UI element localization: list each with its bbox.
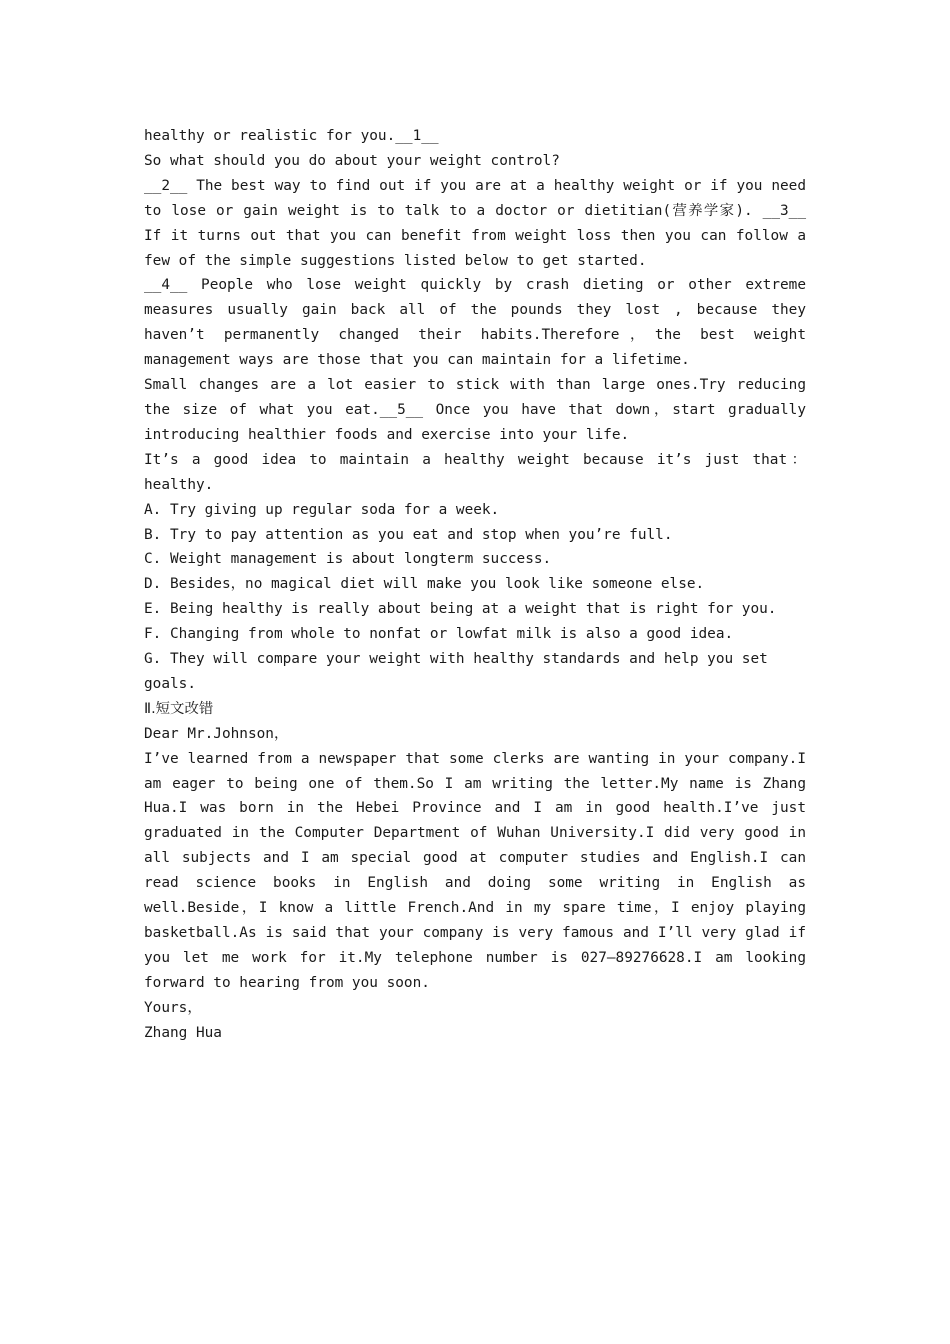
letter-closing: Yours， [144,999,202,1016]
option-g: G. They will compare your weight with healthy standards and help you set goals. [144,651,768,692]
section-heading: Ⅱ.短文改错 [144,700,214,717]
letter-signature: Zhang Hua [144,1024,222,1041]
option-f: F. Changing from whole to nonfat or lowfat milk is also a good idea. [144,626,734,643]
letter-body: I’ve learned from a newspaper that some clerks are wanting in your company.I am eager to being one of them.So I am writing the letter.My name is Zhang Hua.I was born in the Hebei Province and I am in good health.I’ve just graduated in the Computer Department of Wuhan University.I did very good in all subjects and I am special good at computer studies and English.I can read science books in English and doing some writing in English as well.Beside，I know a little French.And in my spare time，I enjoy playing basketball.As is said that your company is very famous and I’ll very glad if you let me work for it.My telephone number is 027—89276628.I am looking forward to hearing from you soon. [144,750,806,991]
option-b: B. Try to pay attention as you eat and stop when you’re full. [144,526,673,543]
reading-paragraph-3: __2__ The best way to find out if you are at a healthy weight or if you need to lose or gain weight is to talk to a doctor or dietitian(营养学家). __3__ If it turns out that you can benefit from weight loss then you can follow a few of the simple suggestions listed below to get started. [144,177,806,269]
reading-paragraph-5: Small changes are a lot easier to stick with than large ones.Try reducing the size of what you eat.__5__ Once you have that down，start gradually introducing healthier foods and exercise into your life. [144,377,806,443]
option-e: E. Being healthy is really about being at a weight that is right for you. [144,601,777,618]
reading-paragraph-4: __4__ People who lose weight quickly by crash dieting or other extreme measures usually gain back all of the pounds they lost , because they haven’t permanently changed their habits.Therefore，the best weight management ways are those that you can maintain for a lifetime. [144,277,806,369]
option-c: C. Weight management is about longterm success. [144,551,552,568]
reading-paragraph-6: It’s a good idea to maintain a healthy weight because it’s just that：healthy. [144,451,806,493]
document-page [144,124,806,1046]
option-d: D. Besides，no magical diet will make you look like someone else. [144,576,705,593]
reading-paragraph-2: So what should you do about your weight control? [144,152,560,169]
letter-salutation: Dear Mr.Johnson， [144,725,289,742]
reading-paragraph-1: healthy or realistic for you.__1__ [144,128,439,144]
option-a: A. Try giving up regular soda for a week. [144,501,500,518]
